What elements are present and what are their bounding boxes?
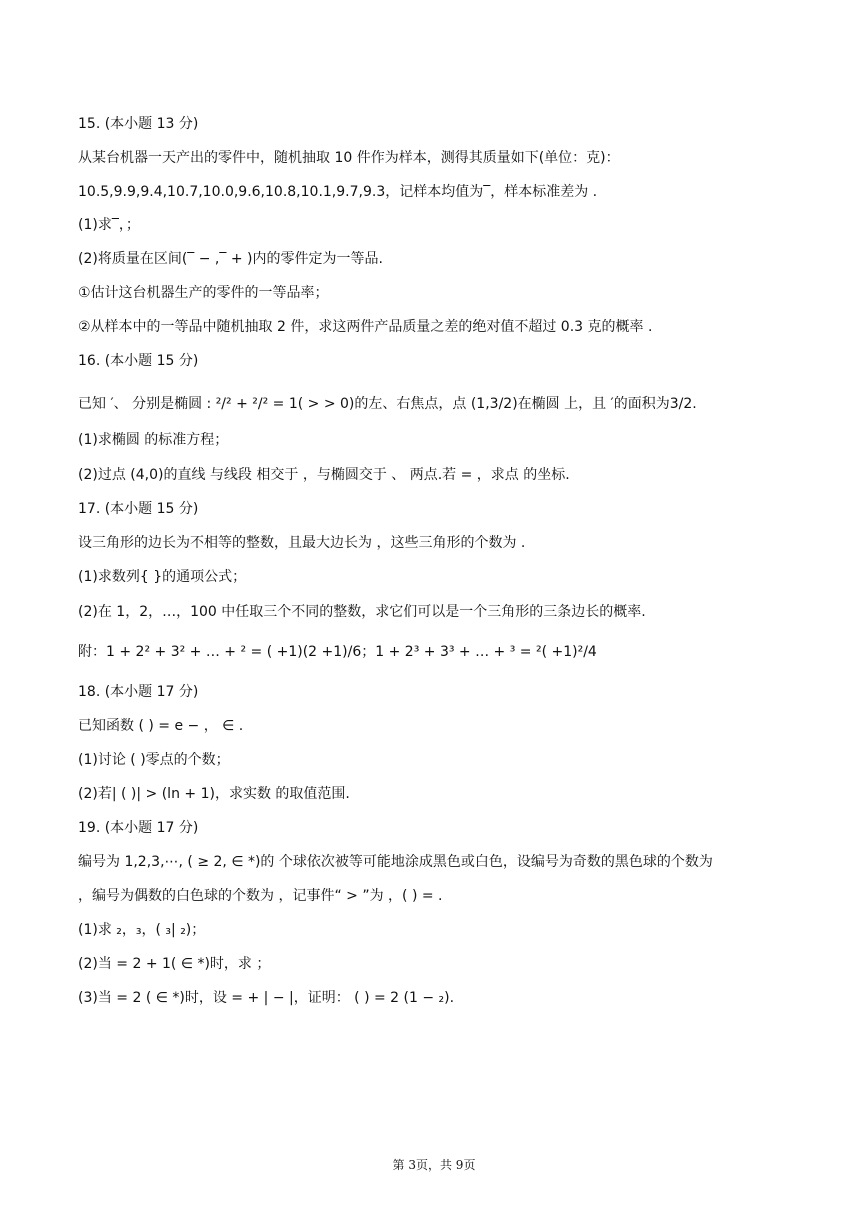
problem-18-header: 18. (本小题 17 分) (78, 684, 199, 700)
page-footer: 第 3页，共 9页 (392, 1158, 476, 1172)
problem-15-line-5: ①估计这台机器生产的零件的一等品率； (78, 285, 329, 301)
problem-19-line-1: 编号为 1,2,3,⋯, ( ≥ 2, ∈ *)的 个球依次被等可能地涂成黑色或白色，设编号为奇数的黑色球的个数为 (78, 854, 713, 870)
problem-18-line-2: (1)讨论 ( )零点的个数； (78, 752, 230, 768)
problem-15-line-3: (1)求‾，； (78, 217, 140, 233)
problem-19-line-3: (1)求 ₂，₃，( ₃| ₂)； (78, 922, 206, 938)
problem-17-header: 17. (本小题 15 分) (78, 501, 199, 517)
problem-18-line-1: 已知函数 ( ) = e − ， ∈ . (78, 718, 244, 734)
problem-17-line-3: (2)在 1，2，…，100 中任取三个不同的整数，求它们可以是一个三角形的三条边长的概率. (78, 604, 646, 620)
problem-15-line-6: ②从样本中的一等品中随机抽取 2 件，求这两件产品质量之差的绝对值不超过 0.3 克的概率 . (78, 319, 653, 335)
problem-16-header: 16. (本小题 15 分) (78, 353, 199, 369)
problem-18-line-3: (2)若| ( )| > (ln + 1)，求实数 的取值范围. (78, 786, 350, 802)
problem-19-line-4: (2)当 = 2 + 1( ∈ *)时，求 ； (78, 956, 271, 972)
problem-19-line-5: (3)当 = 2 ( ∈ *)时，设 = + | − |，证明： ( ) = 2 (1 − ₂). (78, 990, 455, 1006)
problem-16-line-1: 已知 ′、 分别是椭圆 : ²/² + ²/² = 1( > > 0)的左、右焦点，点 (1,3/2)在椭圆 上，且 ′的面积为3/2. (78, 396, 697, 412)
problem-15-line-4: (2)将质量在区间(‾ − ,‾ + )内的零件定为一等品. (78, 251, 383, 267)
problem-15-line-2: 10.5,9.9,9.4,10.7,10.0,9.6,10.8,10.1,9.7,9.3，记样本均值为‾，样本标准差为 . (78, 184, 598, 200)
problem-15-header: 15. (本小题 13 分) (78, 116, 199, 132)
problem-17-line-1: 设三角形的边长为不相等的整数，且最大边长为 ，这些三角形的个数为 . (78, 535, 526, 551)
problem-19-line-2: ，编号为偶数的白色球的个数为 ，记事件“ > ”为 ，( ) = . (78, 888, 443, 904)
problem-16-line-3: (2)过点 (4,0)的直线 与线段 相交于 ，与椭圆交于 、 两点.若 = ，求点 的坐标. (78, 467, 570, 483)
problem-17-appendix: 附：1 + 2² + 3² + … + ² = ( +1)(2 +1)/6；1 + 2³ + 3³ + … + ³ = ²( +1)²/4 (78, 644, 597, 660)
problem-16-line-2: (1)求椭圆 的标准方程； (78, 432, 229, 448)
problem-17-line-2: (1)求数列{ }的通项公式； (78, 569, 247, 585)
problem-15-line-1: 从某台机器一天产出的零件中，随机抽取 10 件作为样本，测得其质量如下(单位：克)： (78, 150, 620, 166)
problem-19-header: 19. (本小题 17 分) (78, 820, 199, 836)
